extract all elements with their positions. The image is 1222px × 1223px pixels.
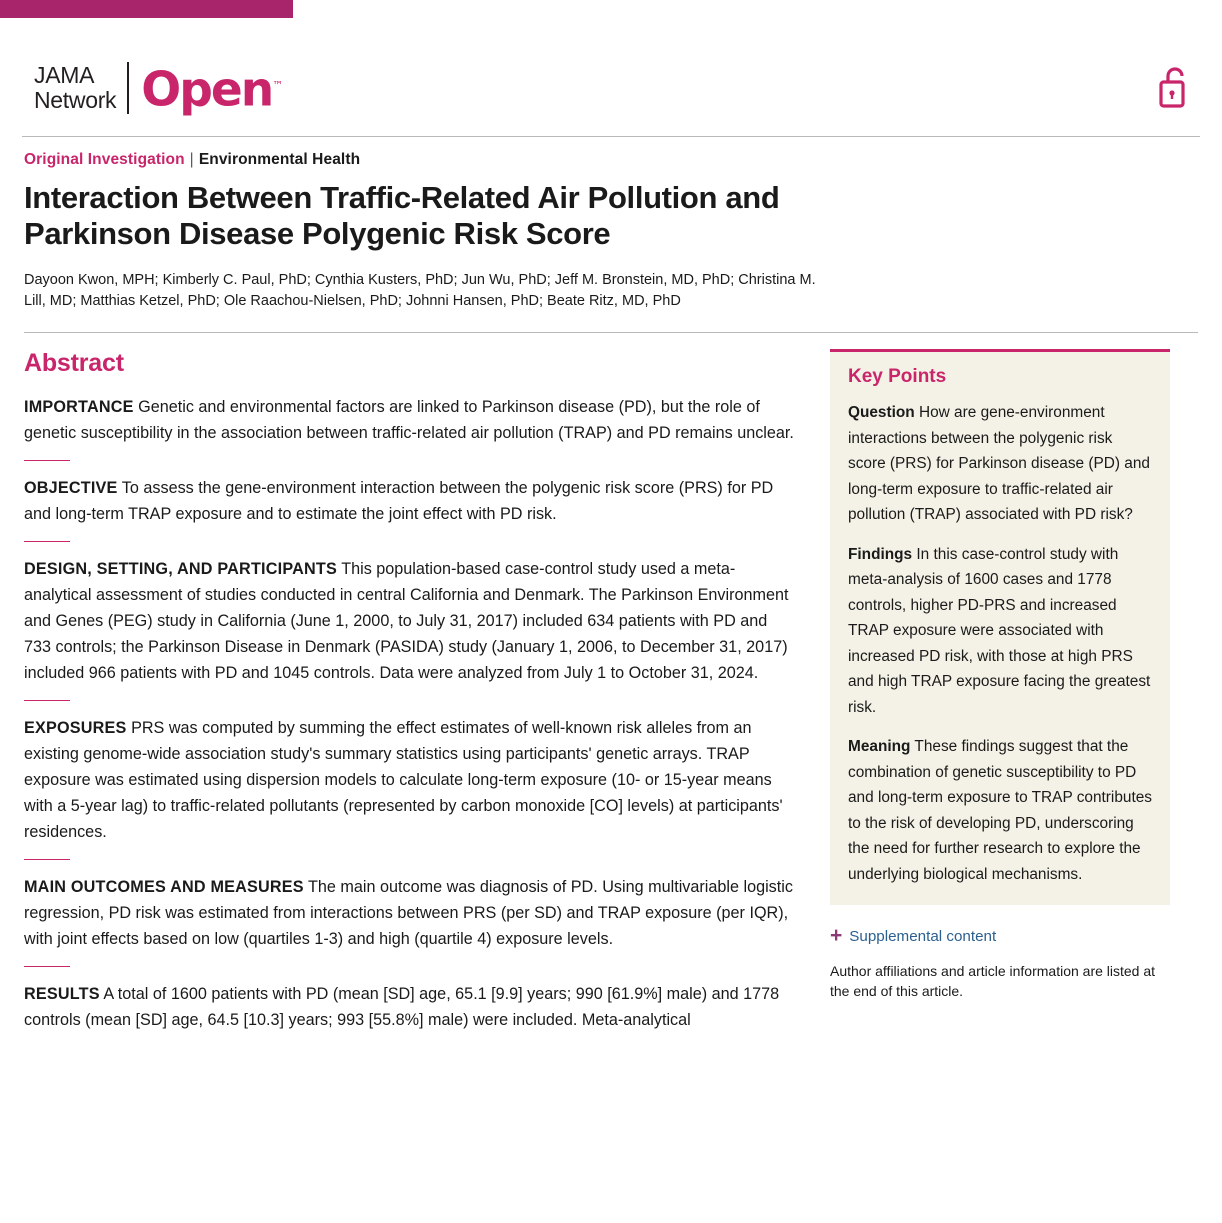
abstract-section	[24, 981, 796, 1033]
content-columns	[0, 333, 1222, 1037]
abstract-section-label: IMPORTANCE	[24, 398, 134, 416]
key-points-item	[848, 542, 1152, 721]
key-points-item-label: Question	[848, 404, 915, 421]
abstract-separator	[24, 859, 70, 860]
kicker-divider: |	[189, 151, 194, 168]
author-list: Dayoon Kwon, MPH; Kimberly C. Paul, PhD; Cynthia Kusters, PhD; Jun Wu, PhD; Jeff M. Bronstein, MD, PhD; Christina M. Lill, MD; Matthias Ketzel, PhD; Ole Raachou-Nielsen, PhD; Johnni Hansen, PhD; Beate Ritz, MD, PhD	[24, 272, 816, 309]
key-points-heading: Key Points	[848, 366, 947, 387]
logo-open-text: Open	[141, 62, 273, 118]
abstract-separator	[24, 966, 70, 967]
abstract-section-label: OBJECTIVE	[24, 479, 118, 497]
article-header	[0, 137, 1222, 312]
logo-divider	[127, 62, 129, 114]
abstract-section	[24, 874, 796, 952]
jama-network-open-logo[interactable]	[34, 62, 284, 118]
author-affiliations-note: Author affiliations and article information are listed at the end of this article.	[830, 963, 1156, 999]
abstract-section-text: To assess the gene-environment interaction between the polygenic risk score (PRS) for PD and long-term TRAP exposure and to estimate the joint effect with PD risk.	[24, 479, 774, 523]
logo-trademark: ™	[272, 79, 284, 93]
top-accent-bar	[0, 0, 293, 18]
page-title: Interaction Between Traffic-Related Air Pollution and Parkinson Disease Polygenic Risk Score	[24, 180, 780, 251]
abstract-section	[24, 556, 796, 686]
key-points-item-text: In this case-control study with meta-analysis of 1600 cases and 1778 controls, higher PD-PRS and increased TRAP exposure were associated with increased PD risk, with those at high PRS and high TRAP exposure facing the greatest risk.	[848, 545, 1151, 716]
key-points-item	[848, 734, 1152, 887]
supplemental-content-link[interactable]: Supplemental content	[849, 927, 997, 945]
key-points-item-text: How are gene-environment interactions between the polygenic risk score (PRS) for Parkinson disease (PD) and long-term exposure to traffic-related air pollution (TRAP) associated with PD risk?	[848, 404, 1150, 523]
masthead	[0, 18, 1222, 136]
abstract-section	[24, 715, 796, 845]
open-lock-icon	[1158, 66, 1192, 110]
abstract-separator	[24, 541, 70, 542]
plus-icon: +	[830, 924, 843, 947]
abstract-section-text: A total of 1600 patients with PD (mean [SD] age, 65.1 [9.9] years; 990 [61.9%] male) and 1778 controls (mean [SD] age, 64.5 [10.3] years; 993 [55.8%] male) were included. Meta-analytical	[24, 985, 780, 1029]
logo-open-wordmark	[141, 62, 284, 118]
abstract-separator	[24, 700, 70, 701]
kicker-article-type[interactable]: Original Investigation	[24, 151, 185, 168]
logo-jama-network-text	[34, 63, 116, 113]
abstract-separator	[24, 460, 70, 461]
abstract-section-text: This population-based case-control study used a meta-analytical assessment of studies conducted in central California and Denmark. The Parkinson Environment and Genes (PEG) study in California (June 1, 2000, to July 31, 2017) included 634 patients with PD and 733 controls; the Parkinson Disease in Denmark (PASIDA) study (January 1, 2006, to December 31, 2017) included 966 patients with PD and 1045 controls. Data were analyzed from July 1 to October 31, 2024.	[24, 560, 789, 682]
logo-line-jama: JAMA	[34, 62, 95, 88]
abstract-section-text: PRS was computed by summing the effect estimates of well-known risk alleles from an existing genome-wide association study's summary statistics using participants' genetic arrays. TRAP exposure was estimated using dispersion models to calculate long-term exposure (10- or 15-year means with a 5-year lag) to traffic-related pollutants (represented by carbon monoxide [CO] levels) at participants' residences.	[24, 719, 783, 841]
abstract-heading: Abstract	[24, 349, 124, 377]
abstract-section	[24, 394, 796, 446]
key-points-box	[830, 349, 1170, 905]
logo-line-network: Network	[34, 87, 117, 113]
abstract-section-label: RESULTS	[24, 985, 100, 1003]
abstract-section-label: DESIGN, SETTING, AND PARTICIPANTS	[24, 560, 337, 578]
key-points-column	[830, 333, 1170, 1001]
abstract-section-text: Genetic and environmental factors are linked to Parkinson disease (PD), but the role of genetic susceptibility in the association between traffic-related air pollution (TRAP) and PD remains unclear.	[24, 398, 794, 442]
key-points-item-label: Meaning	[848, 738, 911, 755]
supplemental-content-row[interactable]	[830, 924, 1170, 947]
abstract-column	[24, 333, 830, 1037]
abstract-section-text: The main outcome was diagnosis of PD. Using multivariable logistic regression, PD risk was estimated from interactions between PRS (per SD) and TRAP exposure (per IQR), with joint effects based on low (quartiles 1-3) and high (quartile 4) exposure levels.	[24, 878, 793, 948]
article-kicker	[24, 151, 1198, 169]
key-points-item-label: Findings	[848, 545, 913, 563]
key-points-item	[848, 400, 1152, 528]
abstract-section	[24, 475, 796, 527]
kicker-subject-section[interactable]: Environmental Health	[198, 151, 361, 168]
abstract-section-label: MAIN OUTCOMES AND MEASURES	[24, 878, 304, 896]
key-points-item-text: These findings suggest that the combination of genetic susceptibility to PD and long-term exposure to TRAP contributes to the risk of developing PD, underscoring the need for further research to explore the underlying biological mechanisms.	[848, 738, 1152, 883]
abstract-section-label: EXPOSURES	[24, 719, 127, 737]
